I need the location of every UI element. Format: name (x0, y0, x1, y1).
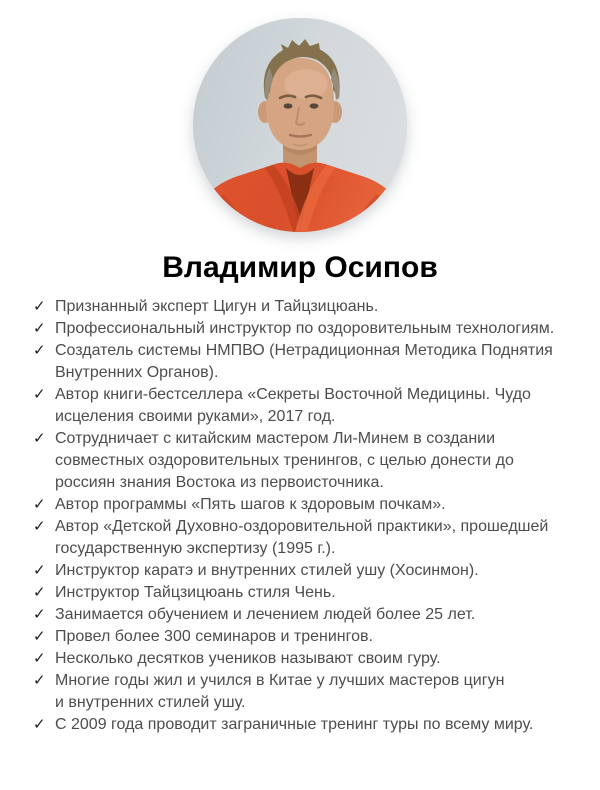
portrait-photo (193, 18, 407, 232)
credential-item (33, 318, 565, 340)
credential-item (33, 384, 565, 428)
check-icon: ✓ (33, 342, 46, 359)
credential-item (33, 714, 565, 736)
credential-text: Инструктор каратэ и внутренних стилей ушу (Хосинмон). (55, 562, 479, 579)
check-icon: ✓ (33, 496, 46, 513)
check-icon: ✓ (33, 672, 46, 689)
credential-item (33, 516, 565, 560)
credential-item (33, 670, 565, 714)
check-icon: ✓ (33, 386, 46, 403)
credentials-list (0, 296, 600, 748)
credential-item (33, 340, 565, 384)
check-icon: ✓ (33, 298, 46, 315)
credential-item (33, 296, 565, 318)
credential-item (33, 582, 565, 604)
credential-text: Профессиональный инструктор по оздоровительным технологиям. (55, 320, 555, 337)
check-icon: ✓ (33, 606, 46, 623)
check-icon: ✓ (33, 584, 46, 601)
check-icon: ✓ (33, 650, 46, 667)
check-icon: ✓ (33, 430, 46, 447)
credential-text: Автор «Детской Духовно-оздоровительной практики», прошедшей государственную экспертизу (1995 г.). (55, 518, 549, 557)
profile-photo (193, 18, 407, 232)
check-icon: ✓ (33, 320, 46, 337)
credential-item (33, 648, 565, 670)
credential-item (33, 626, 565, 648)
credential-text: С 2009 года проводит заграничные тренинг туры по всему миру. (55, 716, 534, 733)
credential-text: Сотрудничает с китайским мастером Ли-Минем в создании совместных оздоровительных тренингов, с целью донести до россиян знания Востока из первоисточника. (55, 430, 514, 491)
profile-name: Владимир Осипов (162, 251, 438, 284)
check-icon: ✓ (33, 628, 46, 645)
credential-item (33, 428, 565, 494)
credential-text: Признанный эксперт Цигун и Тайцзицюань. (55, 298, 379, 315)
credential-item (33, 494, 565, 516)
check-icon: ✓ (33, 518, 46, 535)
credential-text: Создатель системы НМПВО (Нетрадиционная Методика Поднятия Внутренних Органов). (55, 342, 553, 381)
credential-text: Многие годы жил и учился в Китае у лучших мастеров цигун и внутренних стилей ушу. (55, 672, 505, 711)
credential-text: Занимается обучением и лечением людей более 25 лет. (55, 606, 476, 623)
credential-item (33, 604, 565, 626)
credential-item (33, 560, 565, 582)
credential-text: Несколько десятков учеников называют своим гуру. (55, 650, 441, 667)
credential-text: Инструктор Тайцзицюань стиля Чень. (55, 584, 336, 601)
credential-text: Провел более 300 семинаров и тренингов. (55, 628, 373, 645)
credential-text: Автор книги-бестселлера «Секреты Восточной Медицины. Чудо исцеления своими руками», 2017 год. (55, 386, 531, 425)
check-icon: ✓ (33, 562, 46, 579)
check-icon: ✓ (33, 716, 46, 733)
credential-text: Автор программы «Пять шагов к здоровым почкам». (55, 496, 446, 513)
